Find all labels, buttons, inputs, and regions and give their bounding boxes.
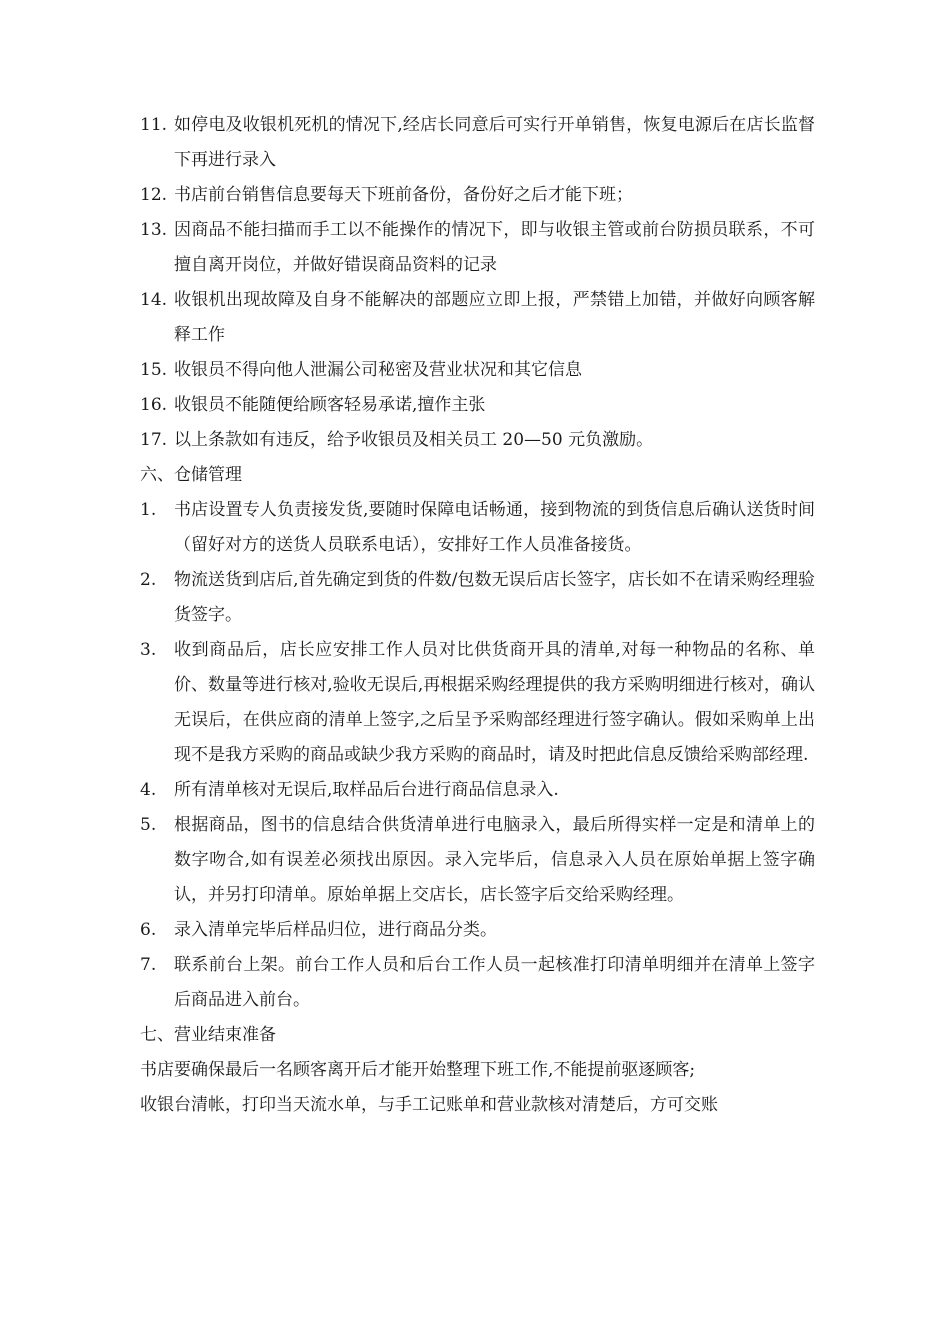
list-text: 以上条款如有违反，给予收银员及相关员工 20—50 元负激励。	[174, 430, 654, 450]
section-heading-closing: 七、营业结束准备	[140, 1025, 276, 1045]
list-number: 5.	[140, 815, 157, 835]
list-text: 所有清单核对无误后,取样品后台进行商品信息录入.	[174, 780, 559, 800]
section-heading-warehouse: 六、仓储管理	[140, 465, 242, 485]
list-number: 13.	[140, 220, 168, 240]
list-text: 如停电及收银机死机的情况下,经店长同意后可实行开单销售，恢复电源后在店长监督下再进行录入	[174, 115, 815, 170]
list-text: 书店前台销售信息要每天下班前备份，备份好之后才能下班；	[174, 185, 633, 205]
paragraph-cashier-settlement: 收银台清帐，打印当天流水单，与手工记账单和营业款核对清楚后，方可交账	[140, 1095, 718, 1115]
list-text: 收银机出现故障及自身不能解决的部题应立即上报，严禁错上加错，并做好向顾客解释工作	[174, 290, 815, 345]
list-number: 2.	[140, 570, 157, 590]
list-item-15	[140, 353, 815, 388]
list-text: 联系前台上架。前台工作人员和后台工作人员一起核准打印清单明细并在清单上签字后商品进入前台。	[174, 955, 815, 1010]
list-item-2	[140, 563, 815, 633]
list-number: 7.	[140, 955, 157, 975]
list-text: 根据商品，图书的信息结合供货清单进行电脑录入，最后所得实样一定是和清单上的数字吻合,如有误差必须找出原因。录入完毕后，信息录入人员在原始单据上签字确认，并另打印清单。原始单据上交店长，店长签字后交给采购经理。	[174, 815, 815, 905]
list-number: 6.	[140, 920, 157, 940]
paragraph-last-customer: 书店要确保最后一名顾客离开后才能开始整理下班工作,不能提前驱逐顾客;	[140, 1060, 696, 1080]
list-item-13	[140, 213, 815, 283]
list-text: 物流送货到店后,首先确定到货的件数/包数无误后店长签字，店长如不在请采购经理验货签字。	[174, 570, 815, 625]
list-item-1	[140, 493, 815, 563]
list-number: 4.	[140, 780, 157, 800]
list-item-7	[140, 948, 815, 1018]
list-text: 收到商品后，店长应安排工作人员对比供货商开具的清单,对每一种物品的名称、单价、数量等进行核对,验收无误后,再根据采购经理提供的我方采购明细进行核对，确认无误后，在供应商的清单上签字,之后呈予采购部经理进行签字确认。假如采购单上出现不是我方采购的商品或缺少我方采购的商品时，请及时把此信息反馈给采购部经理.	[174, 640, 815, 765]
list-number: 11.	[140, 115, 168, 135]
list-text: 因商品不能扫描而手工以不能操作的情况下，即与收银主管或前台防损员联系，不可擅自离开岗位，并做好错误商品资料的记录	[174, 220, 815, 275]
list-number: 3.	[140, 640, 157, 660]
list-item-16	[140, 388, 815, 423]
list-text: 录入清单完毕后样品归位，进行商品分类。	[174, 920, 497, 940]
list-item-3	[140, 633, 815, 773]
list-number: 15.	[140, 360, 168, 380]
list-number: 16.	[140, 395, 168, 415]
list-number: 12.	[140, 185, 168, 205]
list-item-12	[140, 178, 815, 213]
list-item-4	[140, 773, 815, 808]
list-item-17	[140, 423, 815, 458]
list-text: 书店设置专人负责接发货,要随时保障电话畅通，接到物流的到货信息后确认送货时间（留好对方的送货人员联系电话），安排好工作人员准备接货。	[174, 500, 815, 555]
list-item-6	[140, 913, 815, 948]
list-item-5	[140, 808, 815, 913]
list-item-14	[140, 283, 815, 353]
list-item-11	[140, 108, 815, 178]
list-text: 收银员不能随便给顾客轻易承诺,擅作主张	[174, 395, 486, 415]
list-number: 14.	[140, 290, 168, 310]
list-text: 收银员不得向他人泄漏公司秘密及营业状况和其它信息	[174, 360, 582, 380]
list-number: 1.	[140, 500, 157, 520]
document-body	[140, 108, 815, 1123]
list-number: 17.	[140, 430, 168, 450]
